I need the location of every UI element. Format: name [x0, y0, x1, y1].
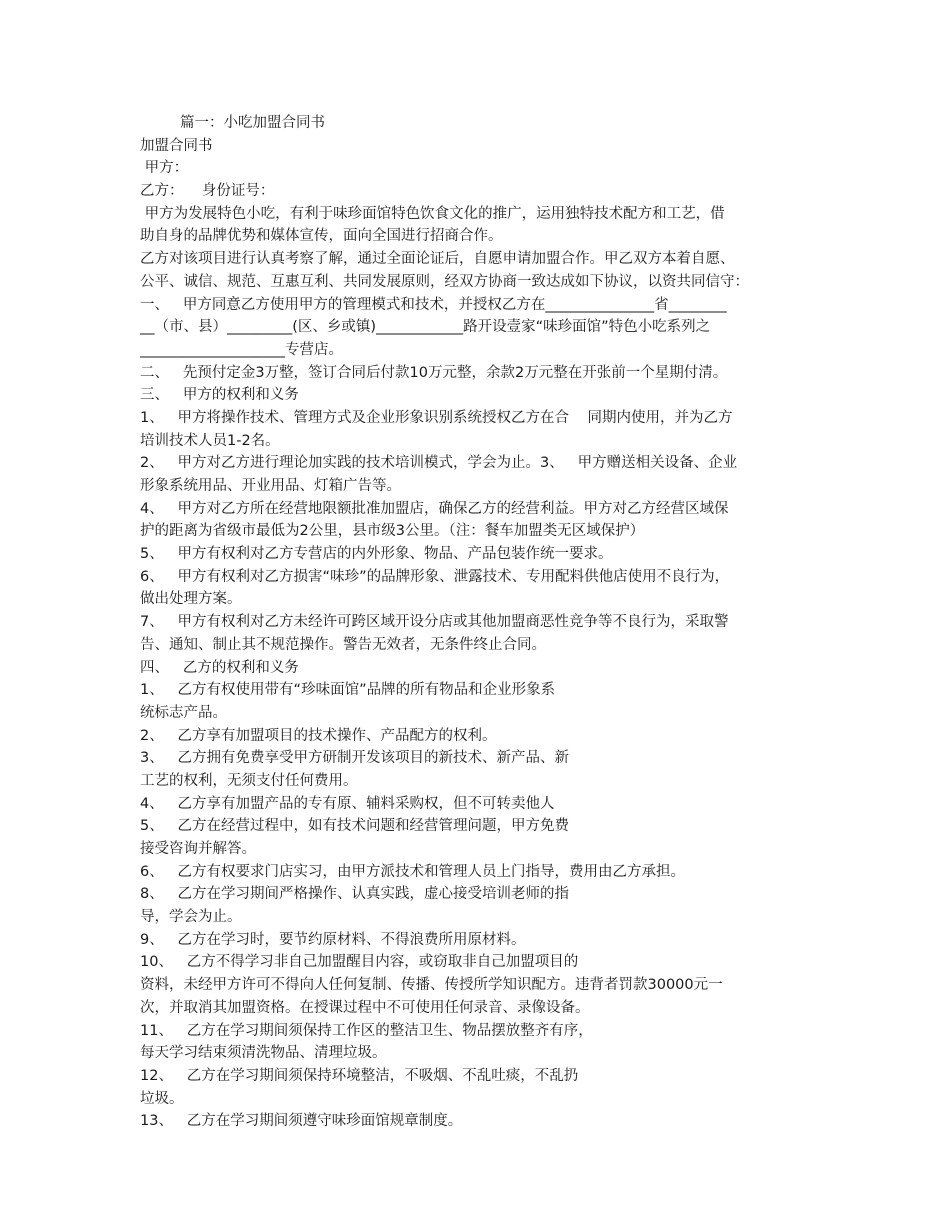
text-line: 乙方对该项目进行认真考察了解，通过全面论证后，自愿申请加盟合作。甲乙双方本着自愿、	[140, 251, 735, 268]
text-line: 工艺的权利，无须支付任何费用。	[140, 772, 358, 789]
text-line: ____________________专营店。	[140, 341, 343, 358]
clause-line: 6、 甲方有权利对乙方损害“味珍”的品牌形象、泄露技术、专用配料供他店使用不良行为，	[140, 568, 730, 585]
clause-line: 一、 甲方同意乙方使用甲方的管理模式和技术，并授权乙方在_______________省________	[140, 296, 727, 313]
text-line: 助自身的品牌优势和媒体宣传，面向全国进行招商合作。	[140, 228, 503, 245]
clause-line: 10、 乙方不得学习非自己加盟醒目内容，或窃取非自己加盟项目的	[140, 954, 579, 971]
text-line: 统标志产品。	[140, 704, 227, 721]
text-line: 公平、诚信、规范、互惠互利、共同发展原则，经双方协商一致达成如下协议，以资共同信守：	[140, 273, 749, 290]
document-title: 篇一：小吃加盟合同书	[180, 115, 325, 131]
clause-line: 4、 甲方对乙方所在经营地限额批准加盟店，确保乙方的经营利益。甲方对乙方经营区域保	[140, 500, 729, 517]
text-line: __（市、县）_________(区、乡或镇)____________路开设壹家“味珍面馆”特色小吃系列之	[140, 319, 711, 336]
document-body	[140, 112, 820, 1133]
text-line: 甲方为发展特色小吃，有利于味珍面馆特色饮食文化的推广，运用独特技术配方和工艺，借	[140, 205, 725, 222]
text-line: 垃圾。	[140, 1090, 184, 1107]
clause-line: 2、 甲方对乙方进行理论加实践的技术培训模式，学会为止。3、 甲方赠送相关设备、企业	[140, 455, 738, 472]
section-heading: 四、 乙方的权利和义务	[140, 659, 299, 676]
text-line: 培训技术人员1-2名。	[140, 432, 280, 449]
clause-line: 13、 乙方在学习期间须遵守味珍面馆规章制度。	[140, 1113, 463, 1130]
clause-line: 9、 乙方在学习时，要节约原材料、不得浪费所用原材料。	[140, 931, 526, 948]
text-line: 每天学习结束须清洗物品、清理垃圾。	[140, 1045, 387, 1062]
party-b-line: 乙方： 身份证号：	[140, 183, 275, 200]
contract-heading: 加盟合同书	[140, 137, 213, 154]
clause-line: 1、 甲方将操作技术、管理方式及企业形象识别系统授权乙方在合 同期内使用，并为乙方	[140, 409, 733, 426]
party-a-line: 甲方：	[140, 160, 189, 177]
clause-line: 8、 乙方在学习期间严格操作、认真实践，虚心接受培训老师的指	[140, 886, 570, 903]
text-line: 做出处理方案。	[140, 591, 242, 608]
clause-line: 1、 乙方有权使用带有“珍味面馆”品牌的所有物品和企业形象系	[140, 682, 556, 699]
text-line: 次，并取消其加盟资格。在授课过程中不可使用任何录音、录像设备。	[140, 999, 590, 1016]
text-line: 导，学会为止。	[140, 909, 242, 926]
text-line: 资料，未经甲方许可不得向人任何复制、传播、传授所学知识配方。违背者罚款30000元一	[140, 977, 723, 994]
clause-line: 7、 甲方有权利对乙方未经许可跨区域开设分店或其他加盟商恶性竞争等不良行为，采取警	[140, 614, 729, 631]
clause-line: 6、 乙方有权要求门店实习，由甲方派技术和管理人员上门指导，费用由乙方承担。	[140, 863, 686, 880]
clause-line: 11、 乙方在学习期间须保持工作区的整洁卫生、物品摆放整齐有序，	[140, 1022, 593, 1039]
clause-line: 2、 乙方享有加盟项目的技术操作、产品配方的权利。	[140, 727, 497, 744]
text-line: 接受咨询并解答。	[140, 841, 256, 857]
section-heading: 三、 甲方的权利和义务	[140, 387, 299, 404]
clause-line: 12、 乙方在学习期间须保持环境整洁，不吸烟、不乱吐痰，不乱扔	[140, 1067, 579, 1084]
clause-line: 5、 乙方在经营过程中，如有技术问题和经营管理问题，甲方免费	[140, 818, 570, 835]
text-line: 告、通知、制止其不规范操作。警告无效者，无条件终止合同。	[140, 636, 546, 653]
clause-line: 4、 乙方享有加盟产品的专有原、辅料采购权，但不可转卖他人	[140, 795, 555, 812]
clause-line: 二、 先预付定金3万整，签订合同后付款10万元整，余款2万元整在开张前一个星期付清。	[140, 364, 728, 381]
clause-line: 5、 甲方有权利对乙方专营店的内外形象、物品、产品包装作统一要求。	[140, 546, 613, 563]
text-line: 护的距离为省级市最低为2公里，县市级3公里。（注：餐车加盟类无区域保护）	[140, 523, 645, 540]
text-line: 形象系统用品、开业用品、灯箱广告等。	[140, 478, 401, 494]
clause-line: 3、 乙方拥有免费享受甲方研制开发该项目的新技术、新产品、新	[140, 750, 570, 767]
